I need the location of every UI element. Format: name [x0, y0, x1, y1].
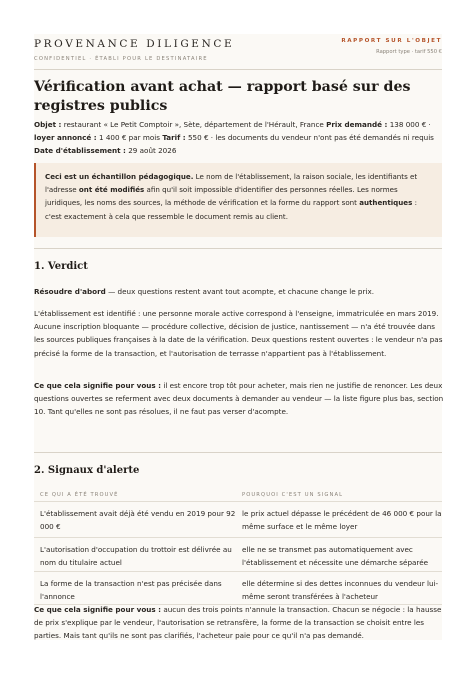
- row-found: L'établissement avait déjà été vendu en 2019 pour 92 000 €: [40, 509, 236, 531]
- loyer-value: 1 400 € par mois: [96, 133, 163, 142]
- signals-implication-text: aucun des trois points n'annule la transaction. Chacun se négocie : la hausse de prix s'explique par le vendeur, l'autorisation se retransfère, la forme de la transaction se choisit entre les parties. Mais tant qu'ils ne sont pas clarifiés, l'acheteur paie pour ce qu'il n'a pas demandé.: [34, 605, 442, 641]
- signals-implication-bold: Ce que cela signifie pour vous :: [34, 605, 162, 614]
- verdict-summary: [34, 285, 444, 298]
- table-row: [34, 501, 442, 537]
- report-meta: [34, 118, 446, 157]
- row-found: La forme de la transaction n'est pas précisée dans l'annonce: [40, 579, 222, 601]
- row-why: elle ne se transmet pas automatiquement avec l'établissement et nécessite une démarche séparée: [242, 545, 429, 567]
- date-label: Date d'établissement :: [34, 146, 126, 155]
- callout-text-1: Le nom de l'établissement, la raison sociale, les identifiants et l'adresse: [45, 172, 418, 195]
- verdict-summary-text: — deux questions restent avant tout acompte, et chacune change le prix.: [105, 287, 374, 296]
- prix-value: 138 000 € ·: [387, 120, 431, 129]
- verdict-implication-bold: Ce que cela signifie pour vous :: [34, 381, 162, 390]
- objet-label: Objet :: [34, 120, 62, 129]
- callout-lead: Ceci est un échantillon pédagogique.: [45, 172, 194, 181]
- prix-label: Prix demandé :: [326, 120, 388, 129]
- report-label: RAPPORT SUR L'OBJET: [341, 38, 442, 44]
- verdict-summary-bold: Résoudre d'abord: [34, 287, 106, 296]
- column-header-found: CE QUI A ÉTÉ TROUVÉ: [40, 492, 119, 498]
- callout-bold-1: ont été modifiés: [78, 185, 145, 195]
- callout-text-3: : c'est exactement à cela que ressemble le document remis au client.: [45, 198, 417, 221]
- verdict-implication-text: il est encore trop tôt pour acheter, mais rien ne justifie de renoncer. Les deux questions ouvertes se referment avec deux documents à demander au vendeur — la liste figure plus bas, section 10. Tant qu'elles ne sont pas résolues, il ne faut pas verser d'acompte.: [34, 381, 444, 417]
- column-header-why: POURQUOI C'EST UN SIGNAL: [242, 492, 344, 498]
- table-row: [34, 571, 442, 605]
- verdict-section: [34, 248, 442, 438]
- verdict-heading: 1. Verdict: [34, 261, 88, 272]
- row-why: elle détermine si des dettes inconnues du vendeur lui-même seront transférées à l'acheteur: [242, 579, 439, 601]
- brand-name: PROVENANCE DILIGENCE: [34, 38, 235, 50]
- verdict-implication: [34, 379, 444, 419]
- report-page: [34, 34, 442, 640]
- report-type: Rapport type · tarif 550 €: [376, 49, 442, 55]
- report-title: Vérification avant achat — rapport basé sur des registres publics: [34, 79, 411, 114]
- report-header: [34, 34, 442, 70]
- sample-notice-callout: [34, 163, 442, 237]
- tarif-label: Tarif :: [162, 133, 186, 142]
- objet-text: restaurant « Le Petit Comptoir », Sète, département de l'Hérault, France: [61, 120, 327, 129]
- loyer-label: loyer annoncé :: [34, 133, 97, 142]
- callout-bold-2: authentiques: [359, 198, 413, 208]
- signals-heading: 2. Signaux d'alerte: [34, 465, 140, 476]
- brand-subtitle: CONFIDENTIEL · ÉTABLI POUR LE DESTINATAIRE: [34, 56, 208, 62]
- row-why: le prix actuel dépasse le précédent de 46 000 € pour la même surface et le même loyer: [242, 509, 442, 531]
- tarif-value: 550 € · les documents du vendeur n'ont pas été demandés ni requis: [185, 133, 434, 142]
- row-found: L'autorisation d'occupation du trottoir est délivrée au nom du titulaire actuel: [40, 545, 232, 567]
- table-row: [34, 537, 442, 571]
- verdict-paragraph: L'établissement est identifié : une personne morale active correspond à l'enseigne, immatriculée en mars 2019. Aucune inscription bloquante — procédure collective, décision de justice, nantissement — n'a été trouvée dans les sources publiques françaises à la date de la vérification. Deux questions restent ouvertes : le vendeur n'a pas précisé la forme de la transaction, et l'autorisation de terrasse n'appartient pas à l'établissement.: [34, 309, 443, 358]
- date-value: 29 août 2026: [125, 146, 177, 155]
- signals-implication: [34, 603, 444, 643]
- callout-text-2: afin qu'il soit impossible d'identifier des personnes réelles. Les normes juridiques, les noms des sources, la méthode de vérification et la forme du rapport sont: [45, 185, 398, 208]
- signals-section: [34, 452, 442, 640]
